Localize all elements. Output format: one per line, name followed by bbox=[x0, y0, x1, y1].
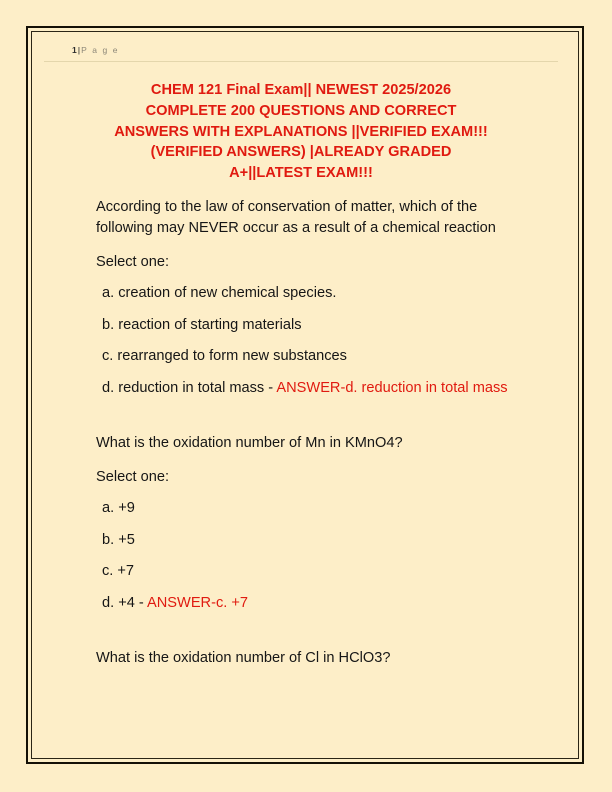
question-prompt: What is the oxidation number of Cl in HClO3? bbox=[96, 650, 391, 667]
answer-option[interactable] bbox=[96, 530, 538, 552]
answer-option[interactable] bbox=[96, 315, 538, 337]
answer-option[interactable] bbox=[96, 346, 538, 368]
page-content bbox=[28, 28, 582, 762]
exam-body bbox=[44, 197, 558, 670]
answer-option[interactable] bbox=[96, 378, 538, 400]
title-line-3: ANSWERS WITH EXPLANATIONS ||VERIFIED EXAM!!! bbox=[114, 123, 488, 140]
question-prompt: According to the law of conservation of matter, which of the following may NEVER occur as a result of a chemical reaction bbox=[96, 198, 496, 237]
document-title bbox=[70, 80, 532, 184]
title-line-4: (VERIFIED ANSWERS) |ALREADY GRADED bbox=[150, 144, 452, 161]
correct-answer-text: ANSWER-d. reduction in total mass bbox=[276, 379, 508, 396]
title-line-5: A+||LATEST EXAM!!! bbox=[229, 165, 373, 182]
header-page-label: P a g e bbox=[81, 45, 120, 55]
question-prompt: What is the oxidation number of Mn in KMnO4? bbox=[96, 435, 403, 452]
title-line-1: CHEM 121 Final Exam|| NEWEST 2025/2026 bbox=[150, 82, 452, 98]
answer-option[interactable] bbox=[96, 593, 538, 615]
question-block bbox=[96, 648, 538, 670]
option-text: b. reaction of starting materials bbox=[102, 316, 302, 333]
question-block bbox=[96, 433, 538, 614]
answer-option[interactable] bbox=[96, 561, 538, 583]
question-block bbox=[96, 197, 538, 400]
option-text: d. reduction in total mass - bbox=[102, 379, 277, 396]
option-text: b. +5 bbox=[102, 531, 135, 548]
option-text: c. +7 bbox=[102, 563, 135, 580]
option-text: a. +9 bbox=[102, 500, 135, 517]
question-spacer bbox=[96, 614, 538, 648]
running-header bbox=[44, 38, 558, 62]
option-text: a. creation of new chemical species. bbox=[102, 285, 337, 302]
header-separator: | bbox=[77, 45, 81, 55]
option-text: c. rearranged to form new substances bbox=[102, 348, 347, 365]
correct-answer-text: ANSWER-c. +7 bbox=[147, 594, 248, 611]
page-border-frame bbox=[26, 26, 584, 764]
answer-option[interactable] bbox=[96, 498, 538, 520]
title-line-2: COMPLETE 200 QUESTIONS AND CORRECT bbox=[145, 102, 457, 119]
select-one-label: Select one: bbox=[96, 468, 170, 485]
header-page-number: 1 bbox=[72, 45, 77, 55]
select-one-label: Select one: bbox=[96, 253, 170, 270]
option-text: d. +4 - bbox=[102, 594, 148, 611]
answer-option[interactable] bbox=[96, 283, 538, 305]
question-spacer bbox=[96, 399, 538, 433]
